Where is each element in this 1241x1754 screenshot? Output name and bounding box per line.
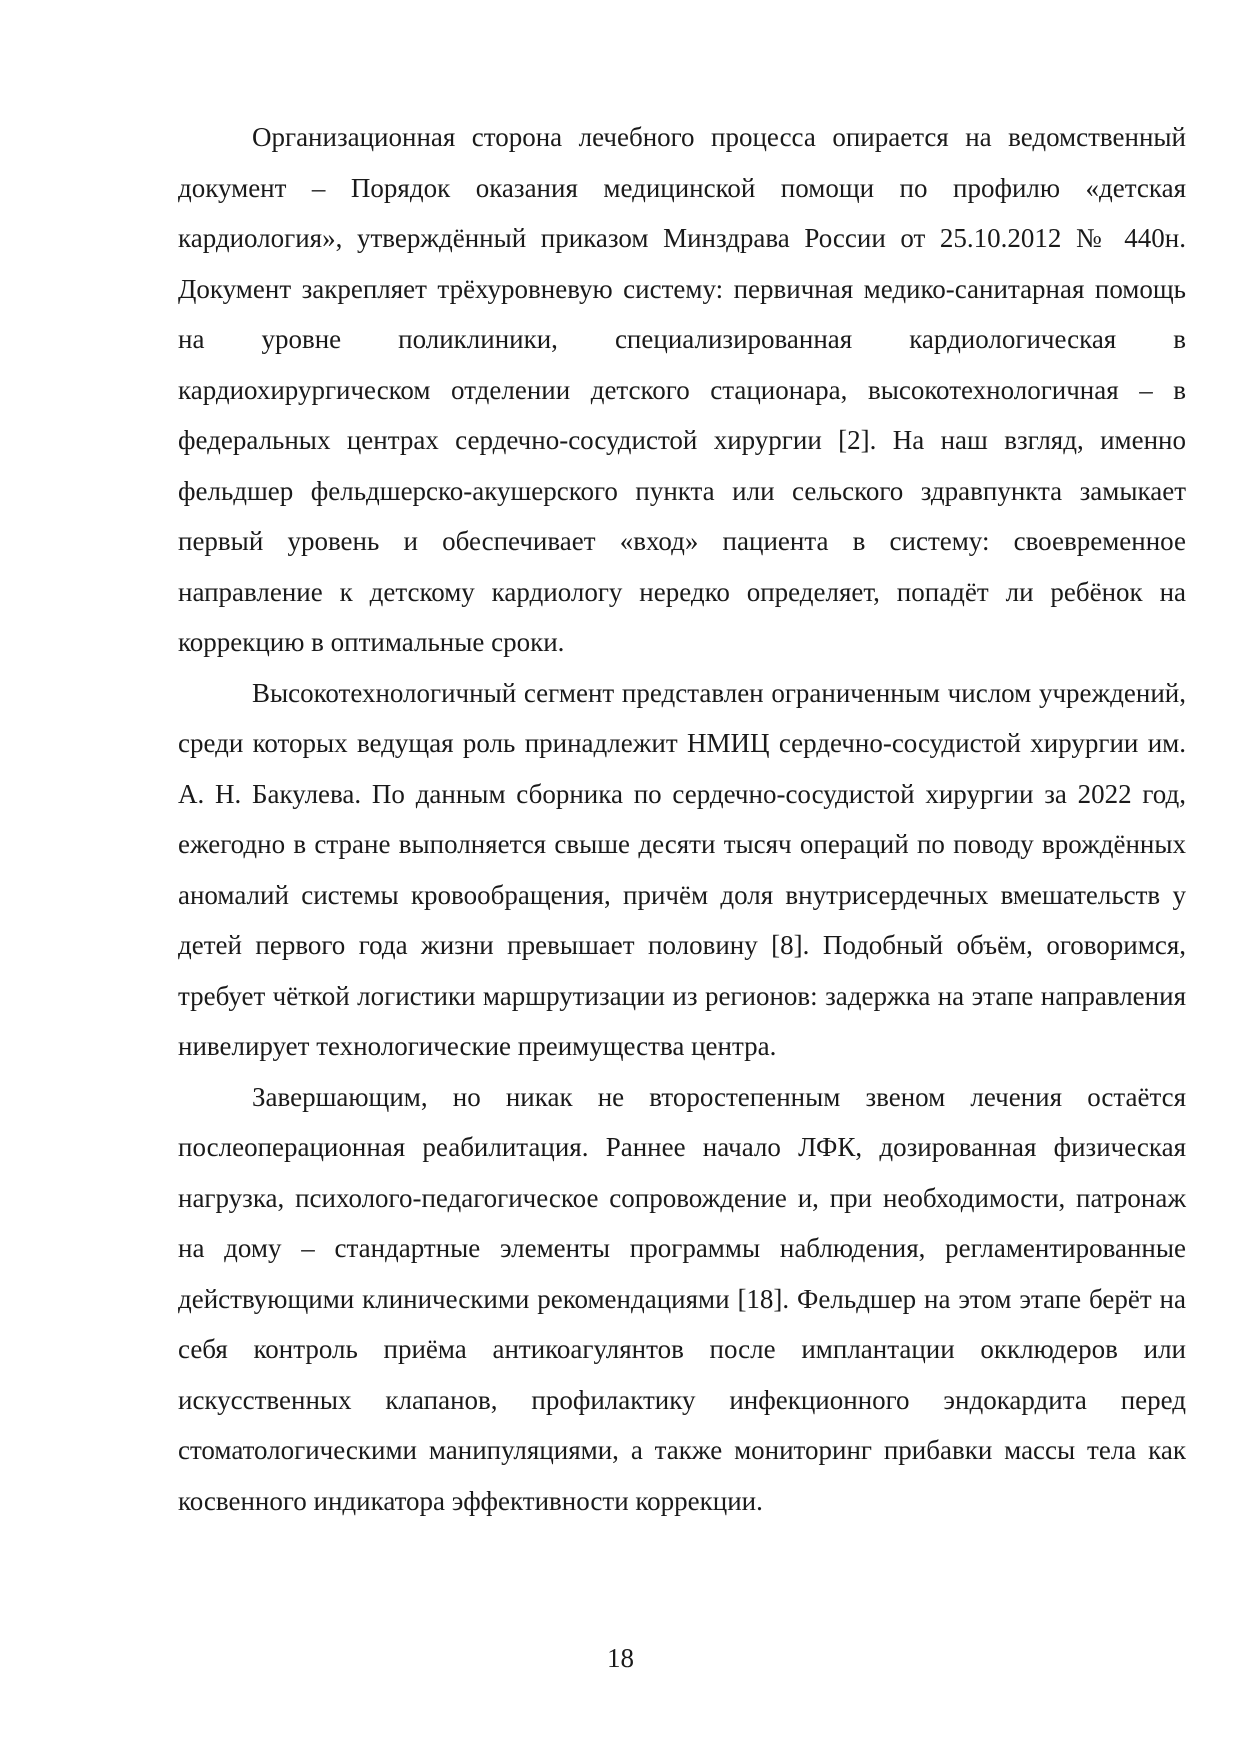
page-number: 18 (607, 1643, 634, 1673)
paragraph-organizational-aspect: Организационная сторона лечебного процесса опирается на ведомственный документ – Порядок оказания медицинской помощи по профилю «детская кардиология», утверждённый приказом Минздрава России от 25.10.2012 № 440н. Документ закрепляет трёхуровневую систему: первичная медико-санитарная помощь на уровне поликлиники, специализированная кардиологическая в кардиохирургическом отделении детского стационара, высокотехнологичная – в федеральных центрах сердечно-сосудистой хирургии [2]. На наш взгляд, именно фельдшер фельдшерско-акушерского пункта или сельского здравпункта замыкает первый уровень и обеспечивает «вход» пациента в систему: своевременное направление к детскому кардиологу нередко определяет, попадёт ли ребёнок на коррекцию в оптимальные сроки. (178, 122, 1186, 657)
paragraph-high-tech-segment: Высокотехнологичный сегмент представлен ограниченным числом учреждений, среди которых ведущая роль принадлежит НМИЦ сердечно-сосудистой хирургии им. А. Н. Бакулева. По данным сборника по сердечно-сосудистой хирургии за 2022 год, ежегодно в стране выполняется свыше десяти тысяч операций по поводу врождённых аномалий системы кровообращения, причём доля внутрисердечных вмешательств у детей первого года жизни превышает половину [8]. Подобный объём, оговоримся, требует чёткой логистики маршрутизации из регионов: задержка на этапе направления нивелирует технологические преимущества центра. (178, 677, 1186, 1061)
text-body (178, 112, 1186, 1526)
paragraph-rehabilitation: Завершающим, но никак не второстепенным звеном лечения остаётся послеоперационная реабилитация. Раннее начало ЛФК, дозированная физическая нагрузка, психолого-педагогическое сопровождение и, при необходимости, патронаж на дому – стандартные элементы программы наблюдения, регламентированные действующими клиническими рекомендациями [18]. Фельдшер на этом этапе берёт на себя контроль приёма антикоагулянтов после имплантации окклюдеров или искусственных клапанов, профилактику инфекционного эндокардита перед стоматологическими манипуляциями, а также мониторинг прибавки массы тела как косвенного индикатора эффективности коррекции. (178, 1081, 1186, 1516)
